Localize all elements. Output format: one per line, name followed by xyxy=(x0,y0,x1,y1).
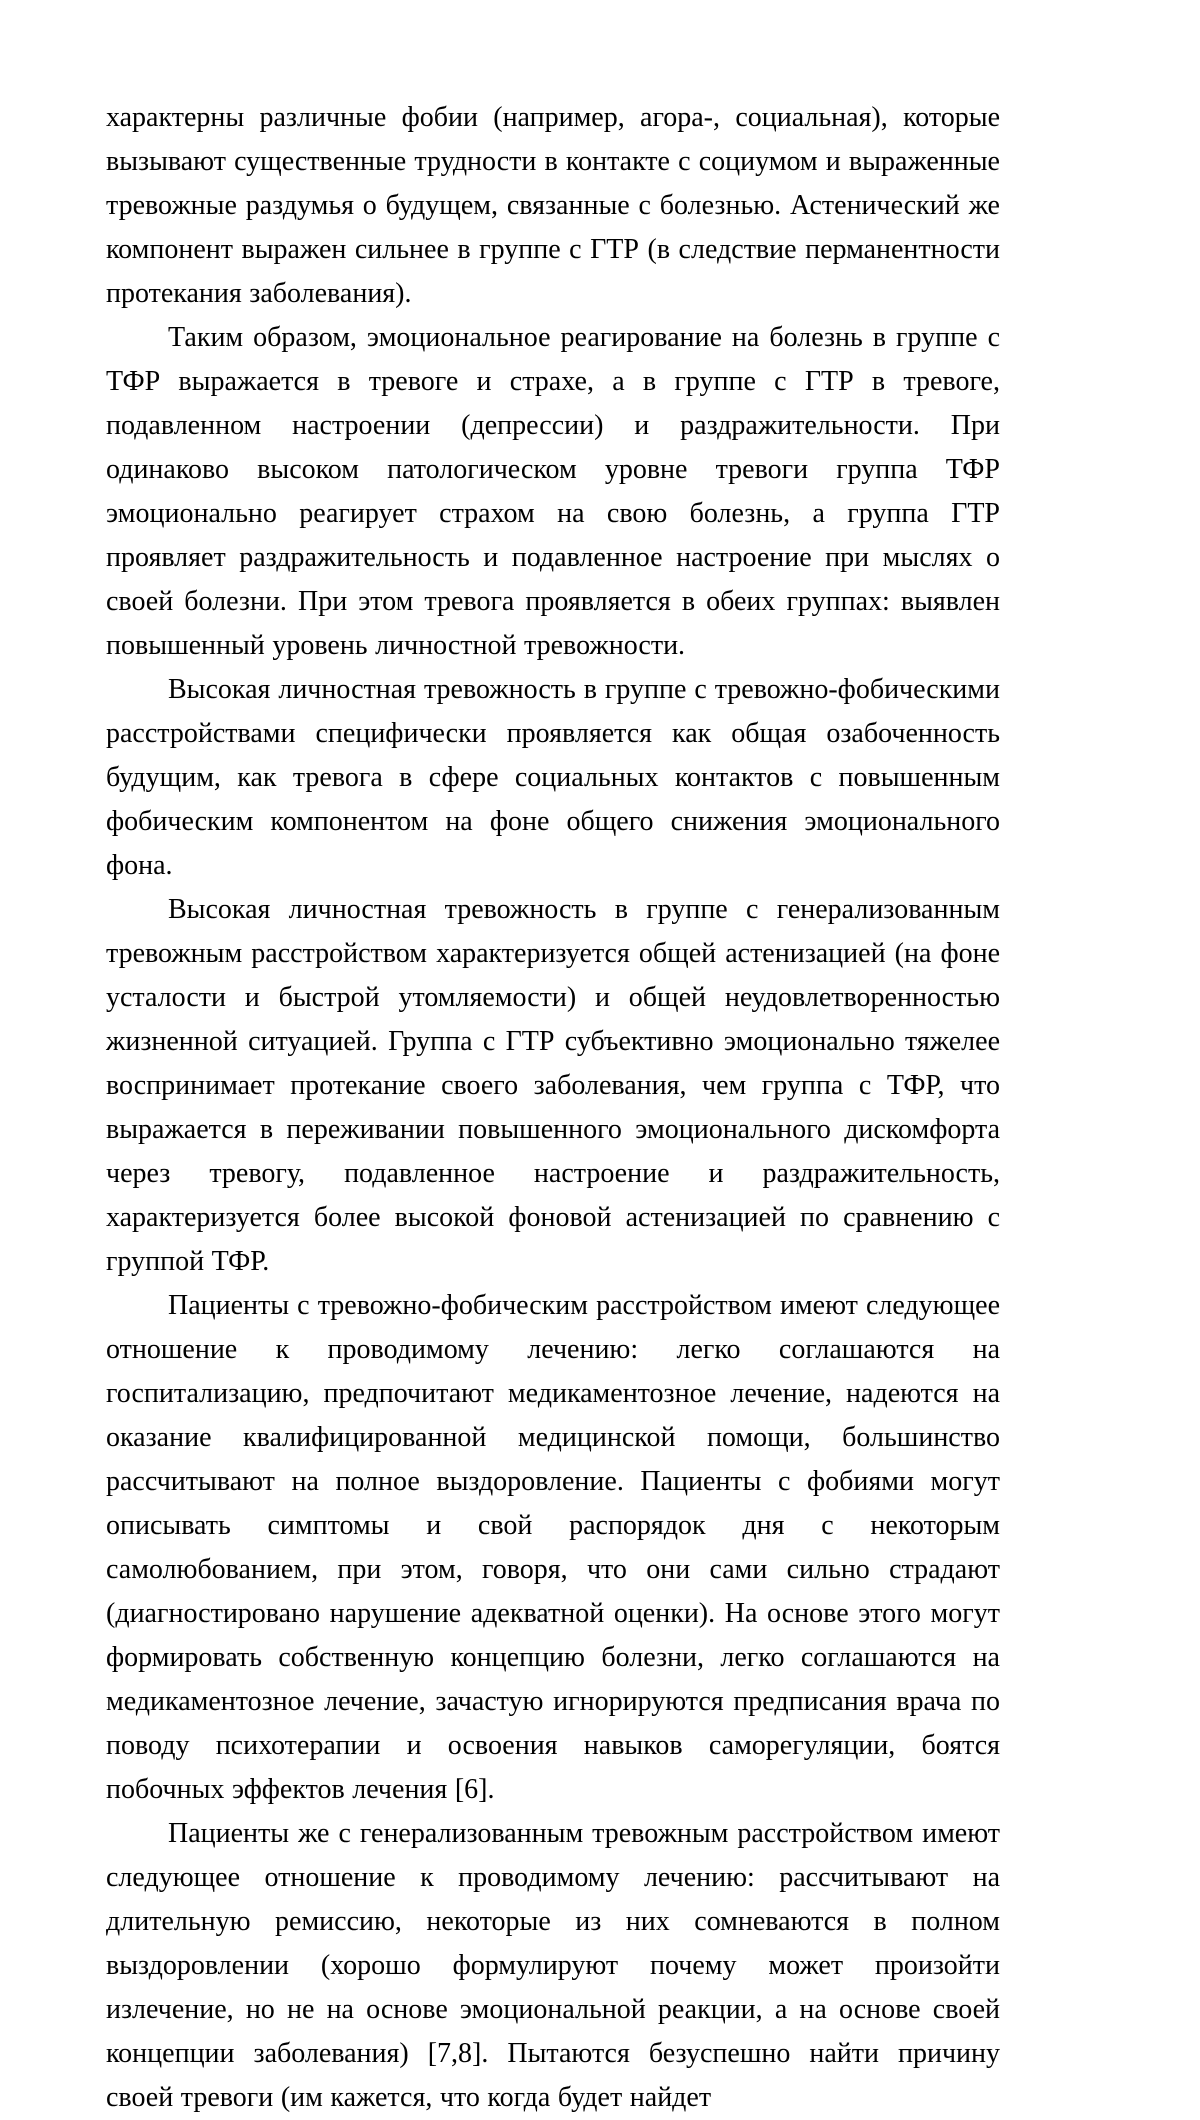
document-text-block xyxy=(106,96,1000,2120)
paragraph-2: Таким образом, эмоциональное реагирование на болезнь в группе с ТФР выражается в тревоге и страхе, а в группе с ГТР в тревоге, подавленном настроении (депрессии) и раздражительности. При одинаково высоком патологическом уровне тревоги группа ТФР эмоционально реагирует страхом на свою болезнь, а группа ГТР проявляет раздражительность и подавленное настроение при мыслях о своей болезни. При этом тревога проявляется в обеих группах: выявлен повышенный уровень личностной тревожности. xyxy=(106,322,1000,661)
paragraph-4: Высокая личностная тревожность в группе с генерализованным тревожным расстройством характеризуется общей астенизацией (на фоне усталости и быстрой утомляемости) и общей неудовлетворенностью жизненной ситуацией. Группа с ГТР субъективно эмоционально тяжелее воспринимает протекание своего заболевания, чем группа с ТФР, что выражается в переживании повышенного эмоционального дискомфорта через тревогу, подавленное настроение и раздражительность, характеризуется более высокой фоновой астенизацией по сравнению с группой ТФР. xyxy=(106,894,1000,1277)
paragraph-6: Пациенты же с генерализованным тревожным расстройством имеют следующее отношение к проводимому лечению: рассчитывают на длительную ремиссию, некоторые из них сомневаются в полном выздоровлении (хорошо формулируют почему может произойти излечение, но не на основе эмоциональной реакции, а на основе своей концепции заболевания) [7,8]. Пытаются безуспешно найти причину своей тревоги (им кажется, что когда будет найдет xyxy=(106,1818,1000,2113)
paragraph-3: Высокая личностная тревожность в группе с тревожно-фобическими расстройствами специфически проявляется как общая озабоченность будущим, как тревога в сфере социальных контактов с повышенным фобическим компонентом на фоне общего снижения эмоционального фона. xyxy=(106,674,1000,881)
paragraph-1: характерны различные фобии (например, агора-, социальная), которые вызывают существенные трудности в контакте с социумом и выраженные тревожные раздумья о будущем, связанные с болезнью. Астенический же компонент выражен сильнее в группе с ГТР (в следствие перманентности протекания заболевания). xyxy=(106,102,1000,309)
paragraph-5: Пациенты с тревожно-фобическим расстройством имеют следующее отношение к проводимому лечению: легко соглашаются на госпитализацию, предпочитают медикаментозное лечение, надеются на оказание квалифицированной медицинской помощи, большинство рассчитывают на полное выздоровление. Пациенты с фобиями могут описывать симптомы и свой распорядок дня с некоторым самолюбованием, при этом, говоря, что они сами сильно страдают (диагностировано нарушение адекватной оценки). На основе этого могут формировать собственную концепцию болезни, легко соглашаются на медикаментозное лечение, зачастую игнорируются предписания врача по поводу психотерапии и освоения навыков саморегуляции, боятся побочных эффектов лечения [6]. xyxy=(106,1290,1000,1805)
